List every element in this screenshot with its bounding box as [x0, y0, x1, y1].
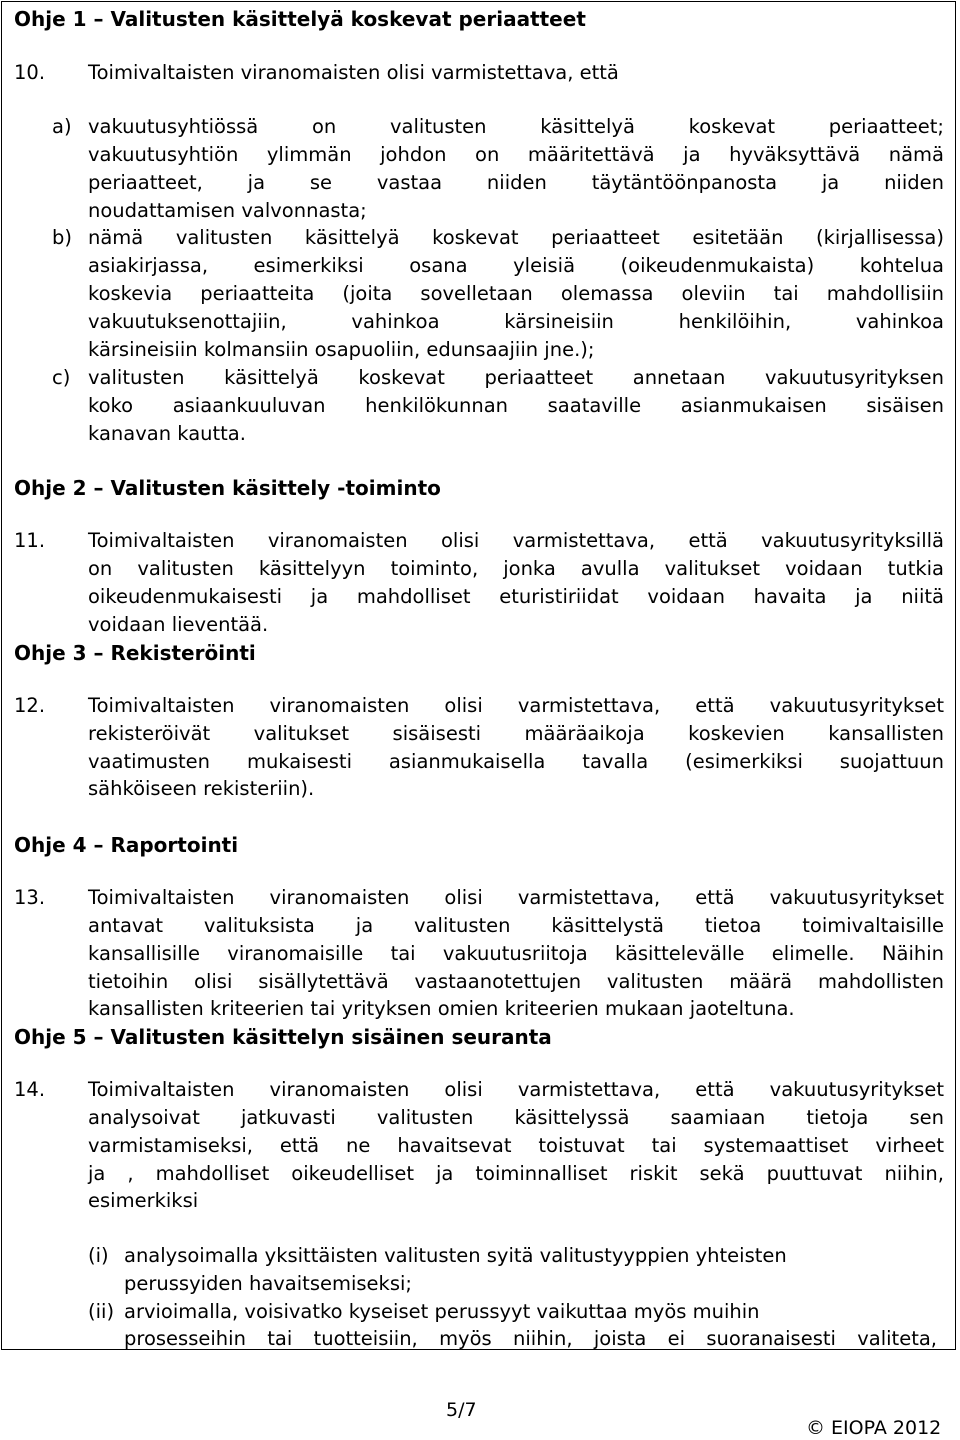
paragraph-text: Toimivaltaisten viranomaisten olisi varmistettava, että vakuutusyritykset — [88, 694, 944, 717]
paragraph-14-line — [2, 1076, 955, 1104]
paragraph-text: esimerkiksi — [88, 1189, 199, 1212]
paragraph-text: voidaan lieventää. — [88, 613, 269, 636]
paragraph-12-line — [2, 720, 955, 748]
paragraph-text: vaatimusten mukaisesti asianmukaisella tavalla (esimerkiksi suojattuun — [88, 750, 944, 773]
item-b-line — [2, 280, 955, 308]
paragraph-text: Toimivaltaisten viranomaisten olisi varmistettava, että vakuutusyritykset — [88, 1078, 944, 1101]
paragraph-11-line — [2, 611, 955, 639]
paragraph-text: antavat valituksista ja valitusten käsittelystä tietoa toimivaltaisille — [88, 914, 944, 937]
paragraph-14-line — [2, 1104, 955, 1132]
paragraph-number: 12. — [14, 694, 46, 717]
heading-ohje-4: Ohje 4 – Raportointi — [14, 833, 239, 857]
list-text: prosesseihin tai tuotteisiin, myös niihin, joista ei suoranaisesti valiteta, — [124, 1327, 937, 1350]
paragraph-text: sähköiseen rekisteriin). — [88, 777, 315, 800]
list-label: (ii) — [88, 1300, 115, 1323]
paragraph-text: analysoivat jatkuvasti valitusten käsittelyssä saamiaan tietoja sen — [88, 1106, 944, 1129]
list-text: kärsineisiin kolmansiin osapuoliin, edunsaajiin jne.); — [88, 338, 595, 361]
item-a-line — [2, 169, 955, 197]
list-text: nämä valitusten käsittelyä koskevat periaatteet esitetään (kirjallisessa) — [88, 226, 944, 249]
paragraph-text: Toimivaltaisten viranomaisten olisi varmistettava, että — [88, 61, 619, 84]
list-text: koko asiaankuuluvan henkilökunnan saataville asianmukaisen sisäisen — [88, 394, 944, 417]
paragraph-12-line — [2, 748, 955, 776]
paragraph-text: oikeudenmukaisesti ja mahdolliset eturistiriidat voidaan havaita ja niitä — [88, 585, 944, 608]
item-a-line — [2, 141, 955, 169]
paragraph-text: rekisteröivät valitukset sisäisesti määräaikoja koskevien kansallisten — [88, 722, 944, 745]
copyright-icon: © — [806, 1417, 825, 1439]
paragraph-number: 13. — [14, 886, 46, 909]
list-text: valitusten käsittelyä koskevat periaatteet annetaan vakuutusyrityksen — [88, 366, 944, 389]
paragraph-13-line — [2, 884, 955, 912]
heading-ohje-1: Ohje 1 – Valitusten käsittelyä koskevat periaatteet — [14, 7, 586, 31]
paragraph-13-line — [2, 912, 955, 940]
paragraph-14-line — [2, 1187, 955, 1215]
paragraph-number: 14. — [14, 1078, 46, 1101]
list-text: arvioimalla, voisivatko kyseiset perussyyt vaikuttaa myös muihin — [124, 1300, 760, 1323]
list-text: asiakirjassa, esimerkiksi osana yleisiä (oikeudenmukaista) kohtelua — [88, 254, 944, 277]
paragraph-13-line — [2, 968, 955, 996]
list-text: periaatteet, ja se vastaa niiden täytäntöönpanosta ja niiden — [88, 171, 944, 194]
item-a-line — [2, 113, 955, 141]
item-i-line — [2, 1242, 955, 1270]
list-text: vakuutusyhtiössä on valitusten käsittelyä koskevat periaatteet; — [88, 115, 944, 138]
item-b-line — [2, 252, 955, 280]
paragraph-14-line — [2, 1132, 955, 1160]
paragraph-14-line — [2, 1160, 955, 1188]
list-text: vakuutuksenottajiin, vahinkoa kärsineisiin henkilöihin, vahinkoa — [88, 310, 944, 333]
paragraph-12-line — [2, 775, 955, 803]
heading-ohje-3: Ohje 3 – Rekisteröinti — [14, 641, 256, 665]
item-b-line — [2, 224, 955, 252]
paragraph-12-line — [2, 692, 955, 720]
paragraph-13-line — [2, 995, 955, 1023]
heading-ohje-5: Ohje 5 – Valitusten käsittelyn sisäinen seuranta — [14, 1025, 552, 1049]
paragraph-text: kansallisille viranomaisille tai vakuutusriitoja käsittelevälle elimelle. Näihin — [88, 942, 944, 965]
paragraph-11-line — [2, 583, 955, 611]
list-label: a) — [52, 115, 72, 138]
copyright-notice — [806, 1416, 941, 1440]
paragraph-text: on valitusten käsittelyyn toiminto, jonka avulla valitukset voidaan tutkia — [88, 557, 944, 580]
paragraph-number: 10. — [14, 61, 46, 84]
paragraph-11-line — [2, 555, 955, 583]
list-text: kanavan kautta. — [88, 422, 246, 445]
list-text: koskevia periaatteita (joita sovelletaan olemassa oleviin tai mahdollisiin — [88, 282, 944, 305]
paragraph-text: ja , mahdolliset oikeudelliset ja toiminnalliset riskit sekä puuttuvat niihin, — [88, 1162, 944, 1185]
item-a-line — [2, 197, 955, 225]
list-text: analysoimalla yksittäisten valitusten syitä valitustyyppien yhteisten — [124, 1244, 787, 1267]
paragraph-text: varmistamiseksi, että ne havaitsevat toistuvat tai systemaattiset virheet — [88, 1134, 944, 1157]
paragraph-13-line — [2, 940, 955, 968]
item-ii-line — [2, 1298, 955, 1326]
page-frame — [1, 1, 956, 1350]
paragraph-11-line — [2, 527, 955, 555]
heading-ohje-2: Ohje 2 – Valitusten käsittely -toiminto — [14, 476, 441, 500]
item-c-line — [2, 420, 955, 448]
paragraph-text: Toimivaltaisten viranomaisten olisi varmistettava, että vakuutusyritykset — [88, 886, 944, 909]
list-text: vakuutusyhtiön ylimmän johdon on määritettävä ja hyväksyttävä nämä — [88, 143, 944, 166]
list-label: c) — [52, 366, 71, 389]
list-text: noudattamisen valvonnasta; — [88, 199, 367, 222]
item-b-line — [2, 308, 955, 336]
item-c-line — [2, 392, 955, 420]
paragraph-text: Toimivaltaisten viranomaisten olisi varmistettava, että vakuutusyrityksillä — [88, 529, 944, 552]
item-b-line — [2, 336, 955, 364]
paragraph-text: kansallisten kriteerien tai yrityksen omien kriteerien mukaan jaoteltuna. — [88, 997, 795, 1020]
item-c-line — [2, 364, 955, 392]
item-i-line — [2, 1270, 955, 1298]
page-number: 5/7 — [446, 1399, 477, 1421]
copyright-text: EIOPA 2012 — [831, 1417, 942, 1439]
list-label: (i) — [88, 1244, 109, 1267]
paragraph-text: tietoihin olisi sisällytettävä vastaanotettujen valitusten määrä mahdollisten — [88, 970, 944, 993]
item-ii-line — [2, 1325, 955, 1353]
list-label: b) — [52, 226, 72, 249]
paragraph-10-line — [2, 59, 955, 87]
paragraph-number: 11. — [14, 529, 46, 552]
list-text: perussyiden havaitsemiseksi; — [124, 1272, 412, 1295]
